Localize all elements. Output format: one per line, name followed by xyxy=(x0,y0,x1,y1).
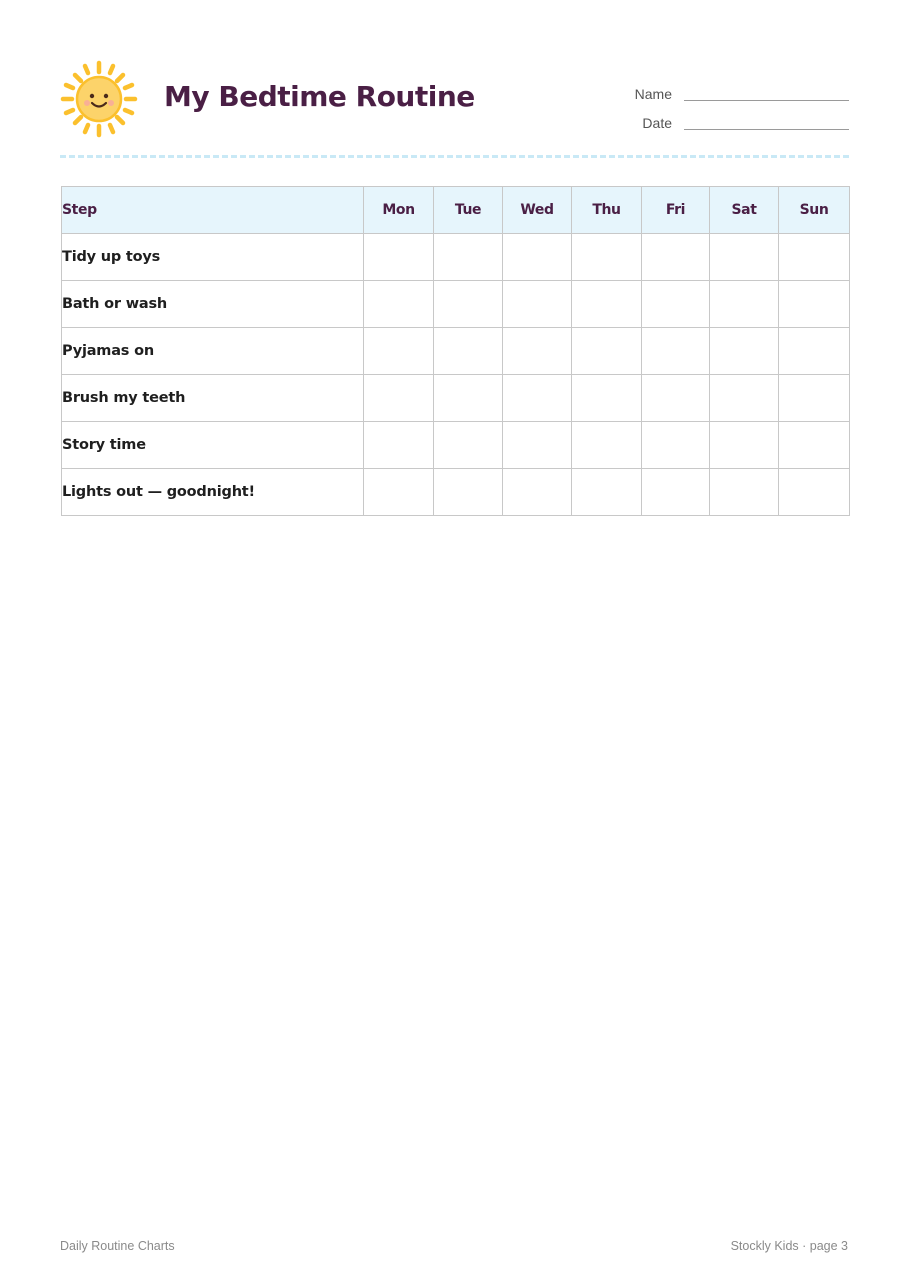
table-row xyxy=(62,281,850,328)
footer-collection-name: Daily Routine Charts xyxy=(60,1239,175,1253)
table-row xyxy=(62,234,850,281)
routine-table xyxy=(61,186,850,516)
step-name: Lights out — goodnight! xyxy=(62,469,364,516)
step-name: Story time xyxy=(62,422,364,469)
date-write-line[interactable] xyxy=(684,115,849,130)
check-cell[interactable] xyxy=(779,422,850,469)
check-cell[interactable] xyxy=(710,234,779,281)
name-date-fields xyxy=(619,74,849,132)
check-cell[interactable] xyxy=(572,469,642,516)
check-cell[interactable] xyxy=(434,469,503,516)
day-column-header: Wed xyxy=(503,187,572,234)
name-field-row xyxy=(619,74,849,103)
check-cell[interactable] xyxy=(434,375,503,422)
day-column-header: Fri xyxy=(642,187,710,234)
check-cell[interactable] xyxy=(503,328,572,375)
table-row xyxy=(62,328,850,375)
check-cell[interactable] xyxy=(364,281,434,328)
check-cell[interactable] xyxy=(572,281,642,328)
check-cell[interactable] xyxy=(710,281,779,328)
step-name: Brush my teeth xyxy=(62,375,364,422)
step-name: Bath or wash xyxy=(62,281,364,328)
check-cell[interactable] xyxy=(642,328,710,375)
date-label: Date xyxy=(642,115,672,131)
check-cell[interactable] xyxy=(710,469,779,516)
check-cell[interactable] xyxy=(572,234,642,281)
check-cell[interactable] xyxy=(710,422,779,469)
day-column-header: Sun xyxy=(779,187,850,234)
check-cell[interactable] xyxy=(779,328,850,375)
check-cell[interactable] xyxy=(503,422,572,469)
page-title: My Bedtime Routine xyxy=(164,80,475,113)
check-cell[interactable] xyxy=(434,234,503,281)
day-column-header: Sat xyxy=(710,187,779,234)
day-column-header: Mon xyxy=(364,187,434,234)
check-cell[interactable] xyxy=(503,234,572,281)
check-cell[interactable] xyxy=(779,469,850,516)
smiling-sun-icon xyxy=(60,60,138,138)
table-row xyxy=(62,422,850,469)
check-cell[interactable] xyxy=(779,281,850,328)
day-column-header: Thu xyxy=(572,187,642,234)
check-cell[interactable] xyxy=(642,234,710,281)
check-cell[interactable] xyxy=(503,375,572,422)
check-cell[interactable] xyxy=(364,422,434,469)
check-cell[interactable] xyxy=(779,234,850,281)
step-name: Tidy up toys xyxy=(62,234,364,281)
check-cell[interactable] xyxy=(642,422,710,469)
table-row xyxy=(62,469,850,516)
check-cell[interactable] xyxy=(642,281,710,328)
step-name: Pyjamas on xyxy=(62,328,364,375)
check-cell[interactable] xyxy=(572,375,642,422)
check-cell[interactable] xyxy=(434,422,503,469)
page-header xyxy=(60,60,849,140)
check-cell[interactable] xyxy=(710,328,779,375)
check-cell[interactable] xyxy=(572,422,642,469)
check-cell[interactable] xyxy=(503,281,572,328)
check-cell[interactable] xyxy=(642,375,710,422)
check-cell[interactable] xyxy=(503,469,572,516)
check-cell[interactable] xyxy=(779,375,850,422)
check-cell[interactable] xyxy=(434,281,503,328)
check-cell[interactable] xyxy=(642,469,710,516)
dashed-divider xyxy=(60,155,849,158)
check-cell[interactable] xyxy=(364,469,434,516)
check-cell[interactable] xyxy=(364,328,434,375)
check-cell[interactable] xyxy=(572,328,642,375)
name-label: Name xyxy=(634,86,672,102)
check-cell[interactable] xyxy=(364,234,434,281)
day-column-header: Tue xyxy=(434,187,503,234)
table-header-row xyxy=(62,187,850,234)
name-write-line[interactable] xyxy=(684,86,849,101)
check-cell[interactable] xyxy=(434,328,503,375)
check-cell[interactable] xyxy=(710,375,779,422)
check-cell[interactable] xyxy=(364,375,434,422)
step-column-header: Step xyxy=(62,187,364,234)
table-row xyxy=(62,375,850,422)
date-field-row xyxy=(619,103,849,132)
footer-page-info: Stockly Kids · page 3 xyxy=(730,1239,848,1253)
